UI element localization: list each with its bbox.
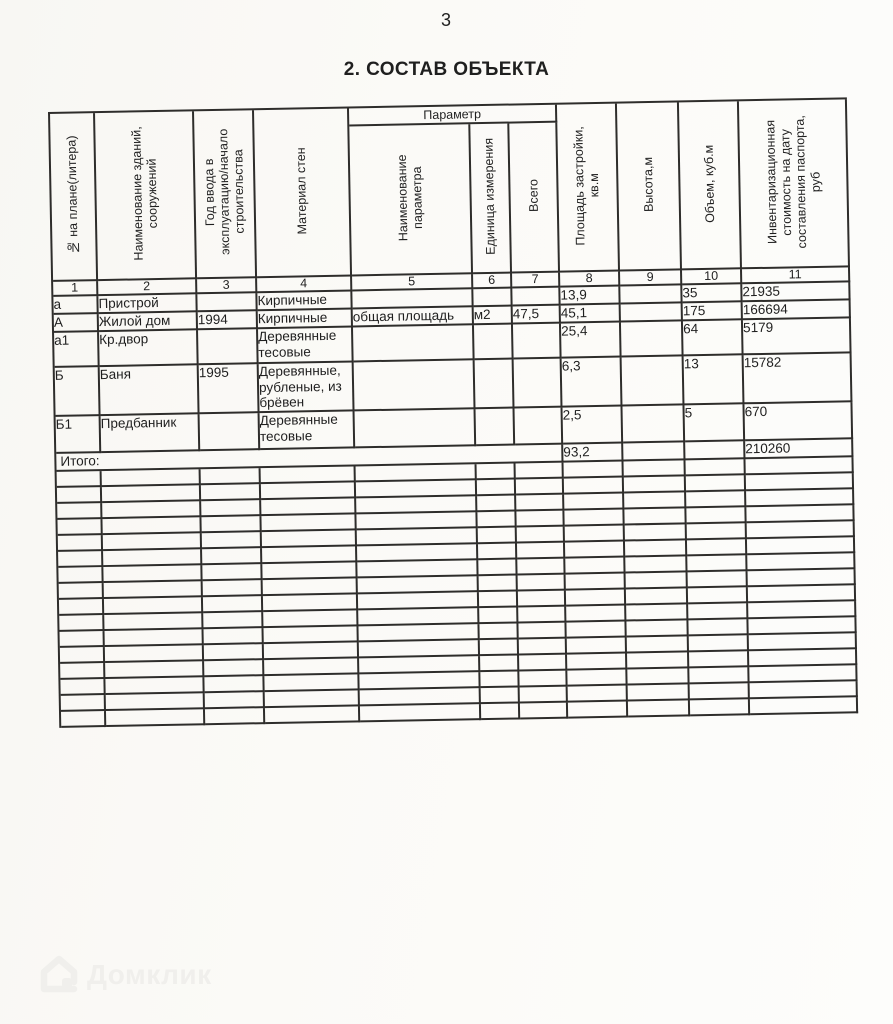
- cell-building-name: Кр.двор: [99, 330, 199, 367]
- col-header-building-name: [95, 111, 197, 281]
- empty-cell: [566, 621, 626, 638]
- empty-cell: [626, 572, 688, 589]
- empty-cell: [105, 645, 204, 663]
- cell-total: [513, 323, 562, 359]
- col-number-10: 10: [682, 269, 742, 285]
- cell-building-name: Баня: [100, 365, 200, 416]
- empty-cell: [567, 669, 627, 686]
- cell-parameter-name: [355, 409, 477, 448]
- col-header-measure-unit-label: Единица измерения: [481, 137, 498, 255]
- cell-building-area: 6,3: [562, 357, 623, 407]
- empty-cell: [202, 548, 262, 565]
- empty-cell: [104, 581, 203, 599]
- cell-wall-material: Деревянные, рубленые, из брёвен: [259, 362, 355, 413]
- empty-cell: [479, 607, 518, 624]
- empty-cell: [688, 587, 748, 604]
- empty-cell: [203, 612, 263, 629]
- empty-cell: [686, 459, 746, 476]
- empty-cell: [480, 639, 519, 656]
- cell-wall-material: Кирпичные: [257, 291, 352, 311]
- empty-cell: [360, 704, 481, 722]
- empty-cell: [626, 620, 688, 637]
- empty-cell: [686, 507, 746, 524]
- cell-building-area: 2,5: [563, 407, 624, 445]
- cell-inventory-cost: 5179: [743, 318, 852, 355]
- empty-cell: [478, 527, 517, 544]
- col-header-height-label: Высота,м: [640, 156, 656, 213]
- empty-cell: [517, 543, 565, 560]
- empty-cell: [477, 495, 516, 512]
- empty-cell: [624, 460, 686, 477]
- empty-cell: [102, 501, 201, 519]
- empty-cell: [202, 564, 262, 581]
- cell-total: [515, 408, 564, 446]
- empty-cell: [263, 626, 358, 644]
- cell-total: [512, 288, 560, 307]
- empty-cell: [201, 500, 261, 517]
- empty-cell: [57, 471, 102, 488]
- empty-cell: [627, 652, 689, 669]
- empty-cell: [263, 578, 358, 596]
- empty-cell: [624, 492, 686, 509]
- cell-measure-unit: [474, 324, 514, 360]
- empty-cell: [749, 649, 857, 667]
- cell-height: [620, 285, 682, 304]
- empty-cell: [746, 457, 854, 475]
- empty-cell: [61, 695, 106, 712]
- empty-cell: [688, 603, 748, 620]
- empty-cell: [480, 671, 519, 688]
- cell-building-area: 25,4: [561, 322, 622, 358]
- empty-cell: [746, 473, 854, 491]
- watermark-brand-text: Домклик: [87, 959, 212, 990]
- empty-cell: [568, 685, 628, 702]
- empty-cell: [201, 468, 261, 485]
- empty-cell: [265, 690, 360, 708]
- empty-cell: [105, 661, 204, 679]
- empty-cell: [749, 665, 857, 683]
- empty-cell: [204, 644, 264, 661]
- col-header-plan-number-label: № на плане(литера): [64, 135, 81, 255]
- empty-cell: [57, 503, 102, 520]
- cell-inventory-cost: 166694: [743, 300, 851, 320]
- table-header: [50, 99, 850, 297]
- cell-building-area: 45,1: [561, 304, 621, 323]
- empty-cell: [688, 571, 748, 588]
- empty-cell: [481, 703, 520, 720]
- empty-cell: [564, 461, 624, 478]
- col-header-parameter-name: [349, 124, 473, 276]
- cell-building-name: Жилой дом: [99, 312, 198, 332]
- empty-cell: [59, 615, 104, 632]
- empty-cell: [747, 553, 855, 571]
- empty-cell: [518, 574, 566, 591]
- empty-cell: [264, 674, 359, 692]
- empty-cell: [564, 509, 624, 526]
- empty-cell: [748, 585, 856, 603]
- empty-cell: [478, 543, 517, 560]
- house-icon: [40, 954, 78, 996]
- cell-inventory-cost: 21935: [742, 282, 850, 302]
- col-number-1: 1: [53, 281, 98, 297]
- cell-commissioning-year: 1994: [198, 311, 258, 330]
- empty-cell: [264, 658, 359, 676]
- cell-commissioning-year: [198, 329, 259, 365]
- empty-cell: [690, 699, 750, 716]
- empty-cell: [204, 676, 264, 693]
- cell-total-height: [623, 443, 685, 462]
- empty-cell: [517, 527, 565, 544]
- empty-cell: [746, 489, 854, 507]
- cell-height: [622, 356, 685, 406]
- empty-cell: [261, 498, 356, 516]
- empty-cell: [479, 591, 518, 608]
- empty-cell: [103, 549, 202, 567]
- cell-measure-unit: [473, 289, 512, 307]
- empty-cell: [58, 567, 103, 584]
- page-number: 3: [440, 10, 452, 30]
- col-header-wall-material-label: Материал стен: [293, 147, 310, 235]
- cell-plan-number: а1: [54, 332, 100, 368]
- empty-cell: [518, 606, 566, 623]
- empty-cell: [61, 711, 106, 728]
- empty-cell: [519, 654, 567, 671]
- empty-cell: [477, 511, 516, 528]
- col-number-8: 8: [560, 272, 620, 288]
- cell-building-area: 13,9: [560, 287, 620, 306]
- empty-cell: [747, 521, 855, 539]
- empty-cell: [626, 588, 688, 605]
- empty-cell: [205, 692, 265, 709]
- composition-table: [48, 97, 858, 727]
- col-number-4: 4: [257, 276, 352, 293]
- empty-cell: [686, 475, 746, 492]
- col-number-11: 11: [742, 267, 850, 284]
- cell-plan-number: Б: [55, 367, 101, 417]
- empty-cell: [102, 469, 201, 487]
- cell-commissioning-year: 1995: [199, 364, 260, 414]
- empty-cell: [687, 523, 747, 540]
- composition-table-wrapper: [48, 97, 856, 727]
- empty-cell: [263, 610, 358, 628]
- cell-total: [514, 358, 563, 408]
- page-title: 2. СОСТАВ ОБЪЕКТА: [343, 59, 550, 80]
- empty-cell: [628, 684, 690, 701]
- cell-commissioning-year: [200, 413, 261, 451]
- empty-cell: [519, 638, 567, 655]
- col-number-7: 7: [512, 273, 560, 289]
- cell-plan-number: А: [54, 314, 99, 333]
- col-header-building-area: [557, 104, 620, 273]
- empty-cell: [57, 487, 102, 504]
- cell-wall-material: Кирпичные: [258, 309, 353, 329]
- cell-total-building-area: 93,2: [563, 444, 623, 463]
- cell-total: 47,5: [513, 305, 561, 324]
- table-body: [53, 282, 858, 727]
- empty-cell: [624, 476, 686, 493]
- empty-cell: [689, 651, 749, 668]
- empty-cell: [261, 482, 356, 500]
- col-header-building-area-label: Площадь застройки, кв.м: [571, 125, 602, 246]
- col-header-total-label: Всего: [525, 179, 541, 213]
- empty-cell: [687, 555, 747, 572]
- empty-cell: [60, 631, 105, 648]
- empty-cell: [625, 540, 687, 557]
- empty-cell: [689, 635, 749, 652]
- cell-wall-material: Деревянные тесовые: [260, 412, 356, 451]
- cell-commissioning-year: [197, 293, 257, 312]
- empty-cell: [567, 653, 627, 670]
- cell-measure-unit: [476, 409, 516, 447]
- empty-cell: [261, 514, 356, 532]
- empty-cell: [479, 575, 518, 592]
- empty-cell: [625, 556, 687, 573]
- empty-cell: [102, 485, 201, 503]
- empty-cell: [204, 628, 264, 645]
- empty-cell: [57, 519, 102, 536]
- empty-cell: [479, 623, 518, 640]
- cell-volume: 175: [683, 302, 743, 321]
- cell-plan-number: а: [53, 296, 98, 315]
- empty-cell: [201, 484, 261, 501]
- empty-cell: [517, 559, 565, 576]
- empty-cell: [481, 687, 520, 704]
- empty-cell: [518, 590, 566, 607]
- empty-cell: [516, 463, 564, 480]
- cell-volume: 13: [684, 355, 745, 405]
- empty-cell: [625, 524, 687, 541]
- empty-cell: [480, 655, 519, 672]
- cell-total-volume: [685, 441, 745, 460]
- cell-total-label: Итого:: [56, 445, 563, 472]
- cell-wall-material: Деревянные тесовые: [258, 327, 354, 364]
- cell-measure-unit: м2: [474, 306, 513, 325]
- empty-cell: [58, 535, 103, 552]
- cell-parameter-name: общая площадь: [353, 307, 474, 327]
- empty-cell: [106, 709, 205, 727]
- empty-cell: [746, 505, 854, 523]
- empty-cell: [516, 495, 564, 512]
- empty-cell: [690, 683, 750, 700]
- empty-cell: [204, 660, 264, 677]
- col-header-inventory-cost-label: Инвентаризационная стоимость на дату составления паспорта, руб: [762, 114, 823, 249]
- empty-cell: [566, 573, 626, 590]
- empty-cell: [688, 619, 748, 636]
- empty-cell: [750, 697, 858, 715]
- empty-cell: [628, 700, 690, 717]
- empty-cell: [58, 551, 103, 568]
- empty-cell: [520, 702, 568, 719]
- empty-cell: [59, 599, 104, 616]
- empty-cell: [564, 477, 624, 494]
- domclick-watermark: [40, 954, 212, 996]
- col-header-parameter-name-label: Наименование параметра: [394, 154, 425, 242]
- cell-height: [621, 303, 683, 322]
- empty-cell: [203, 580, 263, 597]
- empty-cell: [202, 532, 262, 549]
- empty-cell: [624, 508, 686, 525]
- empty-cell: [261, 466, 356, 484]
- cell-building-name: Предбанник: [101, 414, 201, 453]
- col-header-plan-number: [50, 113, 98, 282]
- empty-cell: [564, 493, 624, 510]
- col-header-height: [617, 102, 682, 271]
- empty-cell: [626, 604, 688, 621]
- empty-cell: [748, 601, 856, 619]
- col-header-volume: [679, 101, 742, 270]
- empty-cell: [105, 629, 204, 647]
- empty-cell: [627, 668, 689, 685]
- empty-cell: [565, 541, 625, 558]
- cell-building-name: Пристрой: [98, 294, 197, 314]
- empty-cell: [103, 565, 202, 583]
- empty-cell: [106, 693, 205, 711]
- col-header-building-name-label: Наименование зданий, сооружений: [129, 126, 160, 262]
- col-number-5: 5: [352, 274, 473, 291]
- col-number-3: 3: [197, 278, 257, 294]
- empty-cell: [102, 517, 201, 535]
- empty-cell: [520, 686, 568, 703]
- empty-cell: [686, 491, 746, 508]
- empty-cell: [566, 605, 626, 622]
- empty-cell: [748, 569, 856, 587]
- empty-cell: [104, 597, 203, 615]
- cell-volume: 64: [683, 320, 744, 356]
- empty-cell: [265, 706, 360, 724]
- col-header-commissioning-year-label: Год ввода в эксплуатацию/начало строительства: [201, 129, 247, 256]
- cell-height: [621, 321, 684, 357]
- empty-cell: [264, 642, 359, 660]
- empty-cell: [568, 701, 628, 718]
- empty-cell: [262, 546, 357, 564]
- col-number-2: 2: [98, 279, 197, 296]
- empty-cell: [263, 594, 358, 612]
- col-header-wall-material: [254, 108, 352, 278]
- col-group-header-parameter: Параметр: [349, 105, 557, 127]
- empty-cell: [748, 617, 856, 635]
- empty-cell: [477, 463, 516, 480]
- cell-parameter-name: [352, 289, 473, 309]
- empty-cell: [519, 670, 567, 687]
- empty-cell: [516, 511, 564, 528]
- cell-parameter-name: [353, 325, 475, 362]
- cell-height: [623, 406, 686, 444]
- cell-inventory-cost: 15782: [744, 353, 853, 404]
- col-header-measure-unit: [470, 124, 512, 275]
- empty-cell: [203, 596, 263, 613]
- cell-measure-unit: [475, 359, 515, 409]
- cell-parameter-name: [354, 360, 476, 412]
- empty-cell: [627, 636, 689, 653]
- cell-plan-number: Б1: [56, 416, 102, 454]
- empty-cell: [262, 530, 357, 548]
- empty-cell: [59, 583, 104, 600]
- empty-cell: [205, 708, 265, 725]
- cell-total-inventory-cost: 210260: [745, 439, 853, 459]
- empty-cell: [518, 622, 566, 639]
- empty-cell: [565, 557, 625, 574]
- col-number-6: 6: [473, 274, 512, 290]
- empty-cell: [567, 637, 627, 654]
- cell-volume: 35: [682, 284, 742, 303]
- empty-cell: [104, 613, 203, 631]
- empty-cell: [60, 647, 105, 664]
- empty-cell: [60, 663, 105, 680]
- empty-cell: [516, 479, 564, 496]
- cell-inventory-cost: 670: [745, 402, 854, 441]
- col-header-inventory-cost: [739, 99, 850, 269]
- col-header-commissioning-year: [194, 110, 257, 279]
- empty-cell: [689, 667, 749, 684]
- col-header-volume-label: Объем, куб.м: [701, 144, 717, 223]
- empty-cell: [565, 525, 625, 542]
- empty-cell: [105, 677, 204, 695]
- empty-cell: [262, 562, 357, 580]
- empty-cell: [201, 516, 261, 533]
- empty-cell: [478, 559, 517, 576]
- empty-cell: [566, 589, 626, 606]
- empty-cell: [103, 533, 202, 551]
- empty-cell: [477, 479, 516, 496]
- empty-cell: [687, 539, 747, 556]
- empty-cell: [750, 681, 858, 699]
- cell-volume: 5: [685, 404, 746, 442]
- empty-cell: [60, 679, 105, 696]
- col-number-9: 9: [620, 270, 682, 286]
- col-header-total: [509, 123, 560, 274]
